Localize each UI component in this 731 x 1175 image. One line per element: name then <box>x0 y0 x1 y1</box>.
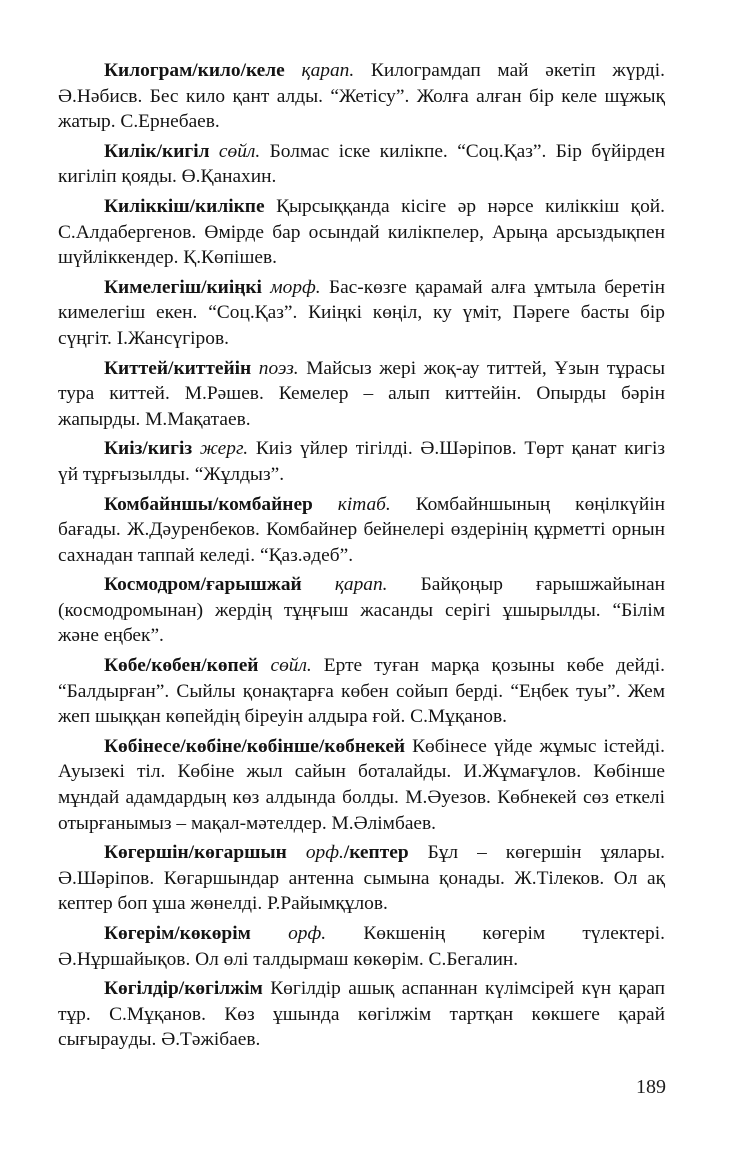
headword: Көгершін/көгаршын <box>104 842 287 864</box>
usage-label: сөйл. <box>218 140 261 162</box>
headword: Көгілдір/көгілжім <box>104 978 263 1000</box>
headword: Комбайншы/комбайнер <box>104 493 313 515</box>
entry-kogershin <box>58 840 665 917</box>
usage-label: поэз. <box>258 357 299 379</box>
entry-text: Байқоңыр ғарышжайынан (космодромынан) жердің тұңғыш жасанды серігі ұшырылды. “Білім және еңбек”. <box>58 574 665 647</box>
entry-kittey <box>58 356 665 433</box>
headword-extra: /кептер <box>343 842 409 864</box>
entry-kombainshy <box>58 492 665 569</box>
usage-label: морф. <box>270 276 321 298</box>
headword: Киттей/киттейін <box>104 357 252 379</box>
headword: Килік/кигіл <box>104 140 210 162</box>
entry-kilik <box>58 139 665 190</box>
entry-kobe <box>58 653 665 730</box>
headword: Киліккіш/килікпе <box>104 195 265 217</box>
entry-text: Болмас іске килікпе. “Соц.Қаз”. Бір бүйірден кигіліп қояды. Ө.Қанахин. <box>58 140 665 188</box>
entry-kogerim <box>58 921 665 972</box>
entry-text: Көгілдір ашық аспаннан күлімсірей күн қарап тұр. С.Мұқанов. Көз ұшында көгілжім тартқан көкшеге қарай сығырayды. Ә.Тәжібаев. <box>58 978 665 1051</box>
entry-text: Бұл – көгершін ұялары. Ә.Шәріпов. Көгаршындар антенна сымына қонады. Ж.Тілеков. Ол ақ кептер боп ұша жөнелді. Р.Райымқұлов. <box>58 842 665 915</box>
entry-text: Киіз үйлер тігілді. Ә.Шәріпов. Төрт қанат кигіз үй тұрғызылды. “Жұлдыз”. <box>58 438 665 485</box>
entry-text: Қырсыққанда кісіге әр нәрсе киліккіш қой. С.Алдабергенов. Өмірде бар осындай килікпелер, Арыңа арсыздықпен шүйліккендер. Қ.Көпішев. <box>58 195 665 269</box>
entry-text: Көкшенің көгерім түлектері. Ә.Нұршайықов. Ол өлі талдырмаш көкөрім. С.Бегалин. <box>58 923 665 970</box>
headword: Көгерім/көкөрім <box>104 923 251 944</box>
entry-text: Ерте туған марқа қозыны көбе дейді. “Балдырған”. Сыйлы қонақтарға көбен сойып берді. “Еңбек туы”. Жем жеп шыққан көпейдің біреуін алдыра ғой. С.Мұқанов. <box>58 655 665 728</box>
usage-label: сөйл. <box>270 655 312 677</box>
entry-kobinese <box>58 734 665 836</box>
headword: Киіз/кигіз <box>104 438 193 460</box>
usage-label: қарап. <box>334 574 388 596</box>
entry-text: Бас-көзге қарамай алға ұмтыла беретін кимелегіш екен. “Соц.Қаз”. Киіңкі көңіл, ку үміт, Пәреге басты бір сүңгіт. І.Жансүгіров. <box>58 276 665 349</box>
usage-label: орф. <box>305 842 344 864</box>
headword: Көбе/көбен/көпей <box>104 655 259 677</box>
entry-kilogram <box>58 58 665 135</box>
entry-text: Килограмдап май әкетіп жүрді. Ә.Нәбисв. Бес кило қант алды. “Жетісу”. Жолға алған бір келе шұжық жатыр. С.Ернебаев. <box>58 60 665 133</box>
headword: Космодром/ғарышжай <box>104 574 302 596</box>
entry-kogildir <box>58 976 665 1053</box>
entry-kimelegish <box>58 275 665 352</box>
headword: Кимелегіш/киіңкі <box>104 276 262 298</box>
usage-label: жерг. <box>199 438 249 460</box>
headword: Көбінесе/көбіне/көбінше/көбнекей <box>104 735 406 757</box>
page-number: 189 <box>636 1076 666 1098</box>
usage-label: қарап. <box>301 60 355 81</box>
entry-text: Комбайншының көңілкүйін бағады. Ж.Дәуренбеков. Комбайнер бейнелері өздерінің құрметті орнын сахнадан таппай келеді. “Қаз.әдеб”. <box>58 493 665 566</box>
headword: Килограм/кило/келе <box>104 60 285 81</box>
entry-text: Майсыз жері жоқ-ау титтей, Ұзын тұрасы тура киттей. М.Рәшев. Кемелер – алып киттейін. Опырды бәрін жапырды. М.Мақатаев. <box>58 357 665 430</box>
usage-label: орф. <box>288 923 327 944</box>
entry-text: Көбінесе үйде жұмыс істейді. Ауызекі тіл. Көбіне жыл сайын боталайды. И.Жұмағұлов. Көбінше мұндай адамдардың көз алдында болды. М.Әуезов. Көбнекей сөз еткелі отырғанымыз – мақал-мәтелдер. М.Әлімбаев. <box>58 735 665 834</box>
usage-label: кітаб. <box>337 493 391 515</box>
entry-kiiz <box>58 436 665 487</box>
dictionary-page <box>58 58 665 1057</box>
entry-kosmodrom <box>58 572 665 649</box>
entry-kilikkish <box>58 194 665 271</box>
